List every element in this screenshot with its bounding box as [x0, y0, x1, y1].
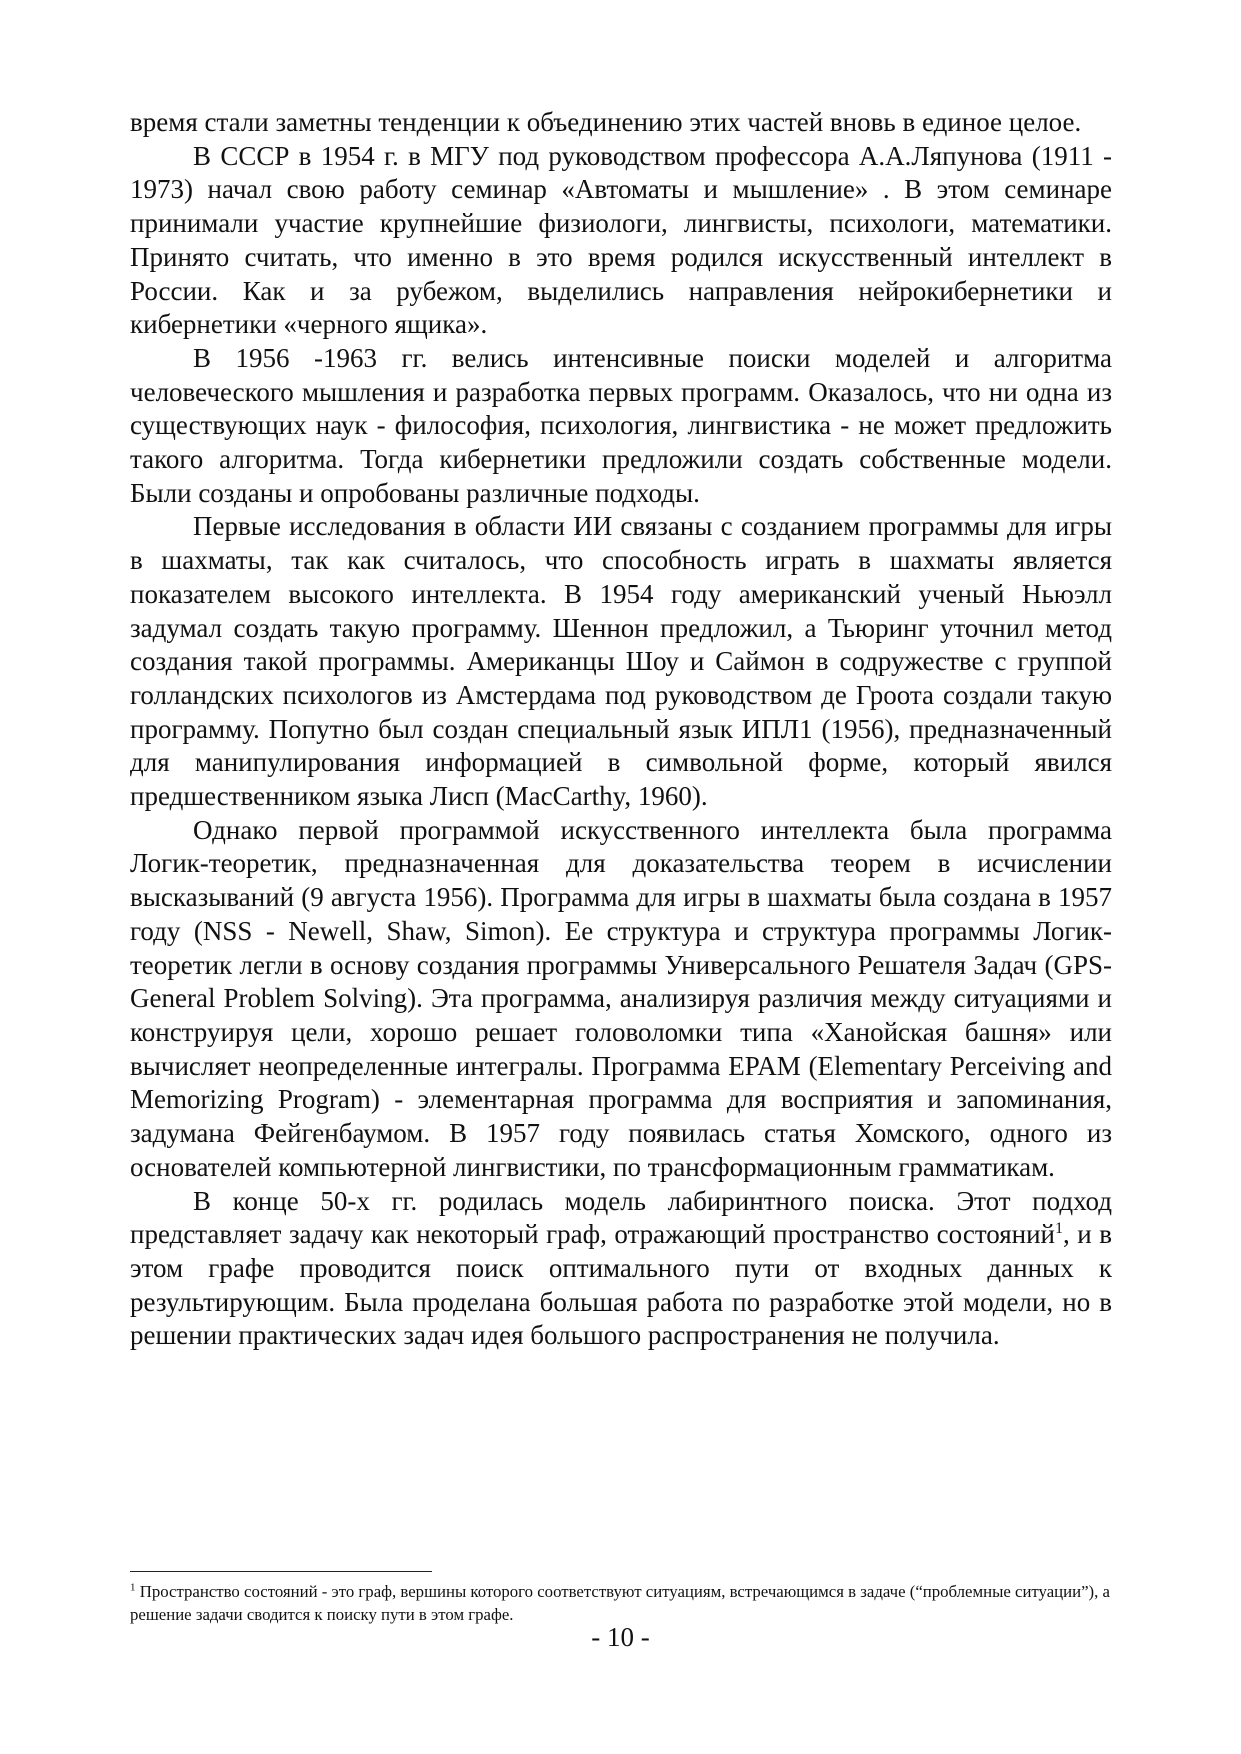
paragraph-maze-search-text-after: , и в этом графе проводится поиск оптимального пути от входных данных к результирующим. Была проделана большая работа по разработке этой модели, но в решении практических задач идея большого распространения не получила. — [130, 1219, 1112, 1351]
footnote-separator — [130, 1571, 432, 1572]
footnote-text: Пространство состояний - это граф, вершины которого соответствуют ситуациям, встречающимся в задаче (“проблемные ситуации”), а решение задачи сводится к поиску пути в этом графе. — [130, 1582, 1110, 1624]
paragraph-chess-research: Первые исследования в области ИИ связаны с созданием программы для игры в шахматы, так как считалось, что способность играть в шахматы является показателем высокого интеллекта. В 1954 году американский ученый Ньюэлл задумал создать такую программу. Шеннон предложил, а Тьюринг уточнил метод создания такой программы. Американцы Шоу и Саймон в содружестве с группой голландских психологов из Амстердама под руководством де Гроота создали такую программу. Попутно был создан специальный язык ИПЛ1 (1956), предназначенный для манипулирования информацией в символьной форме, который явился предшественником языка Лисп (MacCarthy, 1960). — [130, 511, 1112, 812]
paragraph-maze-search-text-before: В конце 50-х гг. родилась модель лабиринтного поиска. Этот подход представляет задачу как некоторый граф, отражающий пространство состояний — [130, 1185, 1112, 1250]
paragraph-1956-1963-search: В 1956 -1963 гг. велись интенсивные поиски моделей и алгоритма человеческого мышления и разработка первых программ. Оказалось, что ни одна из существующих наук - философия, психология, лингвистика - не может предложить такого алгоритма. Тогда кибернетики предложили создать собственные модели. Были созданы и опробованы различные подходы. — [130, 342, 1112, 508]
page-number: - 10 - — [591, 1622, 650, 1652]
page-body — [130, 106, 1112, 1353]
footnote-reference: 1 — [1055, 1220, 1064, 1238]
footnote — [130, 1580, 1112, 1626]
paragraph-continuation: время стали заметны тенденции к объединению этих частей вновь в единое целое. — [130, 107, 1082, 137]
paragraph-ussr-seminar: В СССР в 1954 г. в МГУ под руководством профессора А.А.Ляпунова (1911 - 1973) начал свою работу семинар «Автоматы и мышление» . В этом семинаре принимали участие крупнейшие физиологи, лингвисты, психологи, математики. Принято считать, что именно в это время родился искусственный интеллект в России. Как и за рубежом, выделились направления нейрокибернетики и кибернетики «черного ящика». — [130, 140, 1112, 340]
footnote-marker: 1 — [130, 1581, 136, 1594]
paragraph-logic-theorist: Однако первой программой искусственного интеллекта была программа Логик-теоретик, предназначенная для доказательства теорем в исчислении высказываний (9 августа 1956). Программа для игры в шахматы была создана в 1957 году (NSS - Newell, Shaw, Simon). Ее структура и структура программы Логик-теоретик легли в основу создания программы Универсального Решателя Задач (GPS-General Problem Solving). Эта программа, анализируя различия между ситуациями и конструируя цели, хорошо решает головоломки типа «Ханойская башня» или вычисляет неопределенные интегралы. Программа EPAM (Elementary Perceiving and Memorizing Program) - элементарная программа для восприятия и запоминания, задумана Фейгенбаумом. В 1957 году появилась статья Хомского, одного из основателей компьютерной лингвистики, по трансформационным грамматикам. — [130, 814, 1112, 1182]
paragraph-maze-search — [130, 1185, 1112, 1354]
